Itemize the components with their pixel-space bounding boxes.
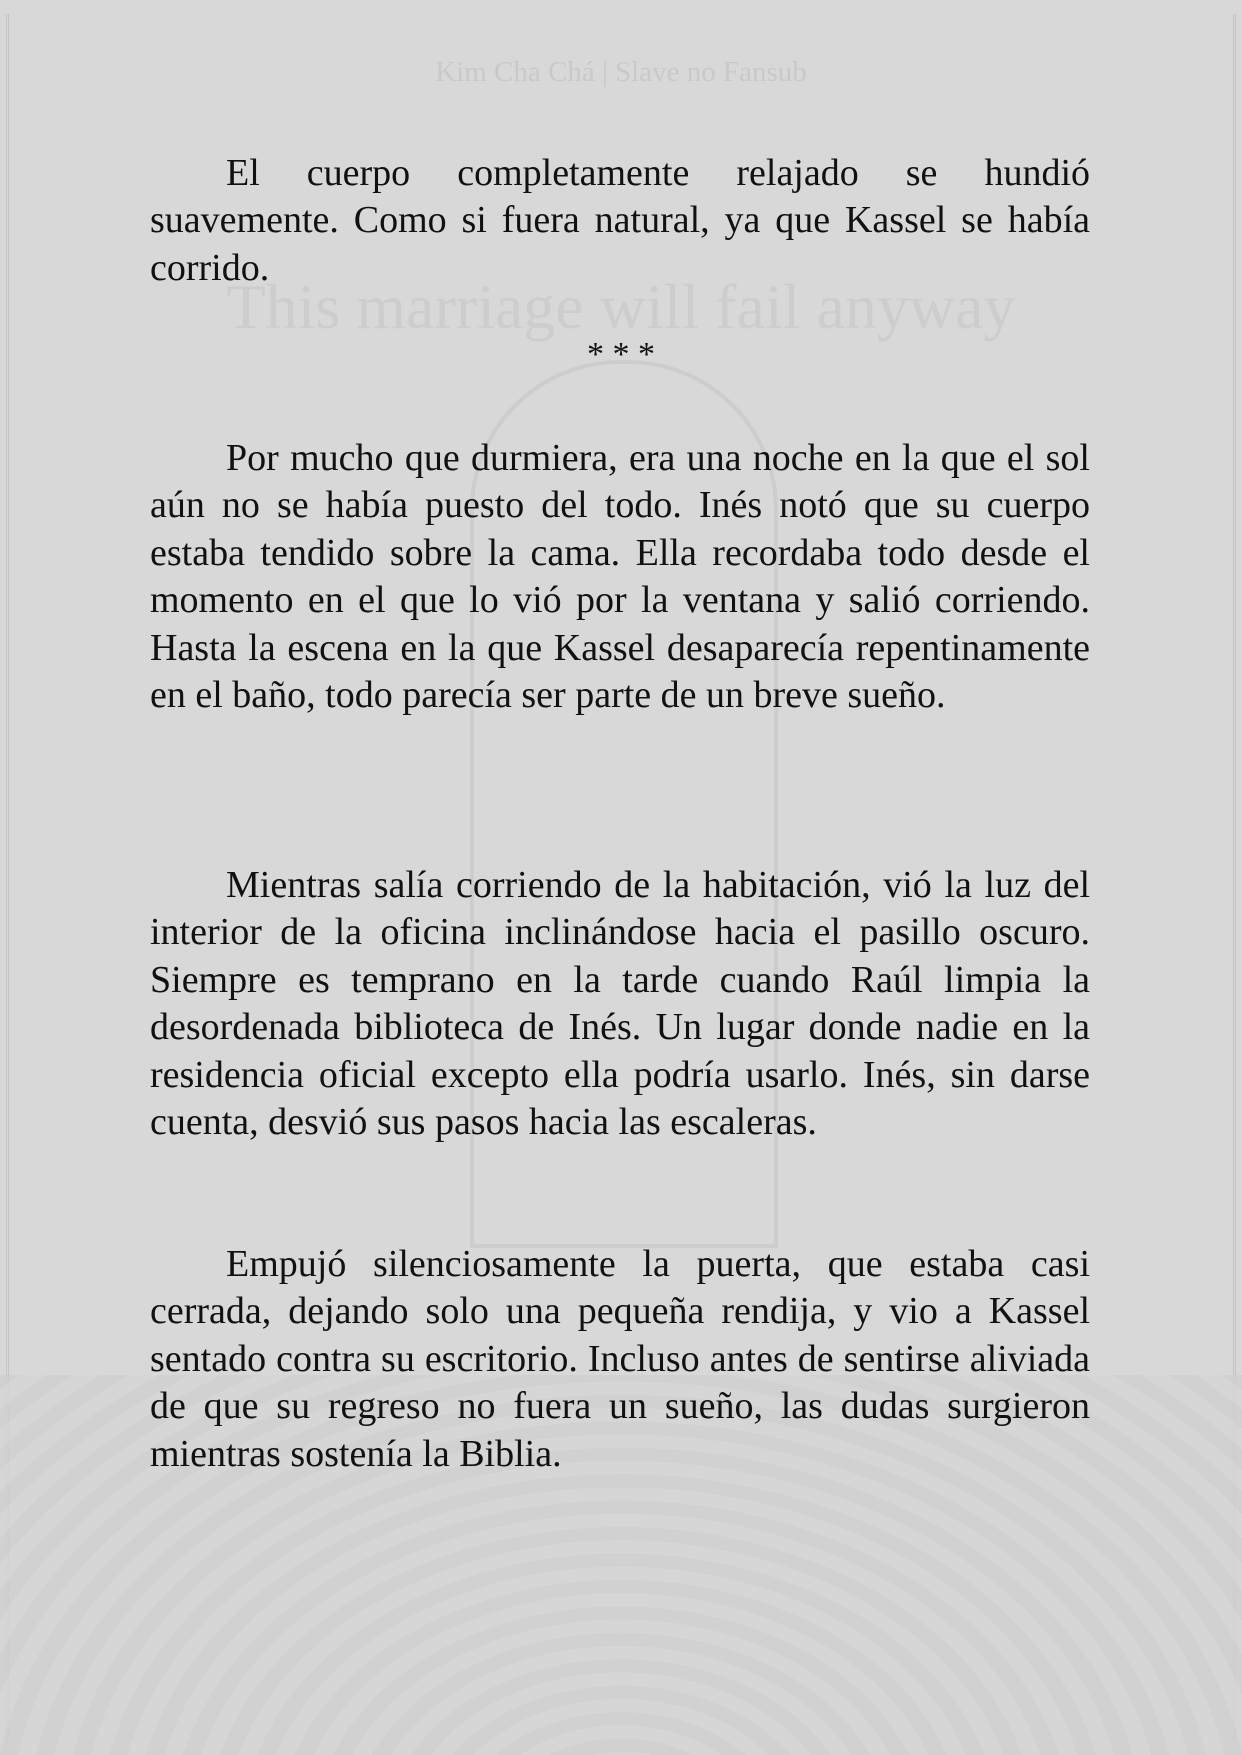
- title-watermark: This marriage will fail anyway: [226, 271, 1016, 342]
- watermark-header: Kim Cha Chá | Slave no Fansub: [435, 56, 807, 88]
- paragraph-text: Por mucho que durmiera, era una noche en la que el sol aún no se había puesto del todo. Inés notó que su cuerpo estaba tendido sobre la cama. Ella recordaba todo desde el momento en el que lo vió por la ventana y salió corriendo. Hasta la escena en la que Kassel desaparecía repentinamente en el baño, todo parecía ser parte de un breve sueño.: [150, 437, 1090, 717]
- paragraph-4: [150, 1241, 1090, 1478]
- section-separator: * * *: [587, 336, 655, 373]
- paragraph-1: [150, 150, 1090, 292]
- paragraph-2: [150, 435, 1090, 719]
- paragraph-text: El cuerpo completamente relajado se hundió suavemente. Como si fuera natural, ya que Kassel se había corrido.: [150, 152, 1090, 289]
- paragraph-text: Empujó silenciosamente la puerta, que estaba casi cerrada, dejando solo una pequeña rendija, y vio a Kassel sentado contra su escritorio. Incluso antes de sentirse aliviada de que su regreso no fuera un sueño, las dudas surgieron mientras sostenía la Biblia.: [150, 1243, 1090, 1475]
- paragraph-text: Mientras salía corriendo de la habitación, vió la luz del interior de la oficina inclinándose hacia el pasillo oscuro. Siempre es temprano en la tarde cuando Raúl limpia la desordenada biblioteca de Inés. Un lugar donde nadie en la residencia oficial excepto ella podría usarlo. Inés, sin darse cuenta, desvió sus pasos hacia las escaleras.: [150, 864, 1090, 1144]
- paragraph-3: [150, 862, 1090, 1146]
